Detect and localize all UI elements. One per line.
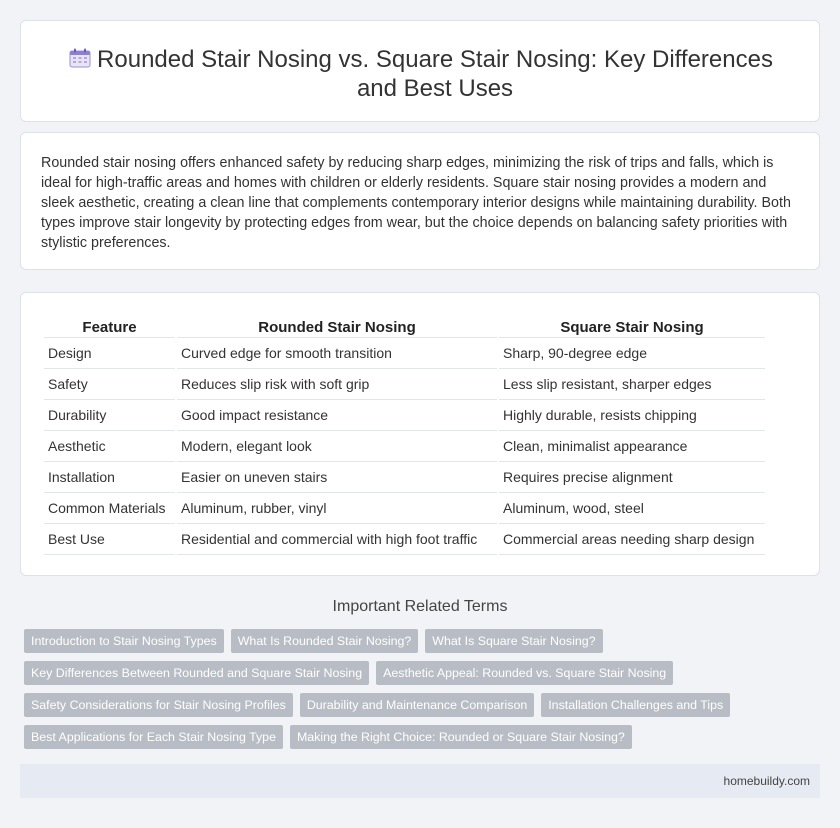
related-terms-list xyxy=(24,629,820,757)
footer xyxy=(20,764,820,798)
table-row xyxy=(44,493,765,524)
column-header-feature: Feature xyxy=(44,313,175,338)
cell-feature: Installation xyxy=(44,462,175,493)
related-term-tag[interactable]: Key Differences Between Rounded and Square Stair Nosing xyxy=(24,661,369,685)
related-term-tag[interactable]: Safety Considerations for Stair Nosing Profiles xyxy=(24,693,293,717)
related-term-tag[interactable]: Installation Challenges and Tips xyxy=(541,693,730,717)
related-terms-row xyxy=(24,629,820,653)
column-header-square: Square Stair Nosing xyxy=(499,313,765,338)
cell-square: Highly durable, resists chipping xyxy=(499,400,765,431)
header-card xyxy=(20,20,820,122)
cell-rounded: Curved edge for smooth transition xyxy=(177,338,497,369)
cell-rounded: Reduces slip risk with soft grip xyxy=(177,369,497,400)
table-row xyxy=(44,431,765,462)
cell-square: Requires precise alignment xyxy=(499,462,765,493)
cell-square: Commercial areas needing sharp design xyxy=(499,524,765,555)
related-term-tag[interactable]: Durability and Maintenance Comparison xyxy=(300,693,534,717)
related-terms-row xyxy=(24,693,820,717)
table-row xyxy=(44,400,765,431)
related-terms-row xyxy=(24,725,820,749)
cell-square: Clean, minimalist appearance xyxy=(499,431,765,462)
cell-feature: Design xyxy=(44,338,175,369)
intro-card xyxy=(20,132,820,270)
cell-feature: Best Use xyxy=(44,524,175,555)
intro-paragraph: Rounded stair nosing offers enhanced safety by reducing sharp edges, minimizing the risk of trips and falls, which is ideal for high-traffic areas and homes with children or elderly residents. Square stair nosing provides a modern and sleek aesthetic, creating a clean line that complements contemporary interior designs while maintaining durability. Both types improve stair longevity by protecting edges from wear, but the choice depends on balancing safety priorities with stylistic preferences. xyxy=(41,155,791,251)
related-term-tag[interactable]: Introduction to Stair Nosing Types xyxy=(24,629,224,653)
cell-rounded: Easier on uneven stairs xyxy=(177,462,497,493)
cell-feature: Durability xyxy=(44,400,175,431)
cell-feature: Aesthetic xyxy=(44,431,175,462)
related-term-tag[interactable]: What Is Rounded Stair Nosing? xyxy=(231,629,419,653)
cell-feature: Safety xyxy=(44,369,175,400)
related-term-tag[interactable]: Best Applications for Each Stair Nosing Type xyxy=(24,725,283,749)
comparison-table xyxy=(42,313,767,555)
cell-feature: Common Materials xyxy=(44,493,175,524)
table-row xyxy=(44,524,765,555)
cell-rounded: Modern, elegant look xyxy=(177,431,497,462)
cell-rounded: Residential and commercial with high foot traffic xyxy=(177,524,497,555)
table-header-row xyxy=(44,313,765,338)
column-header-rounded: Rounded Stair Nosing xyxy=(177,313,497,338)
table-row xyxy=(44,338,765,369)
table-row xyxy=(44,369,765,400)
related-term-tag[interactable]: Aesthetic Appeal: Rounded vs. Square Stair Nosing xyxy=(376,661,673,685)
page-title: Rounded Stair Nosing vs. Square Stair Nosing: Key Differences and Best Uses xyxy=(97,46,773,102)
comparison-card xyxy=(20,292,820,576)
cell-square: Aluminum, wood, steel xyxy=(499,493,765,524)
related-terms-row xyxy=(24,661,820,685)
cell-square: Sharp, 90-degree edge xyxy=(499,338,765,369)
related-terms-title: Important Related Terms xyxy=(332,598,508,615)
cell-square: Less slip resistant, sharper edges xyxy=(499,369,765,400)
table-row xyxy=(44,462,765,493)
cell-rounded: Aluminum, rubber, vinyl xyxy=(177,493,497,524)
related-term-tag[interactable]: What Is Square Stair Nosing? xyxy=(425,629,602,653)
related-term-tag[interactable]: Making the Right Choice: Rounded or Square Stair Nosing? xyxy=(290,725,632,749)
footer-site: homebuildy.com xyxy=(723,774,810,788)
cell-rounded: Good impact resistance xyxy=(177,400,497,431)
